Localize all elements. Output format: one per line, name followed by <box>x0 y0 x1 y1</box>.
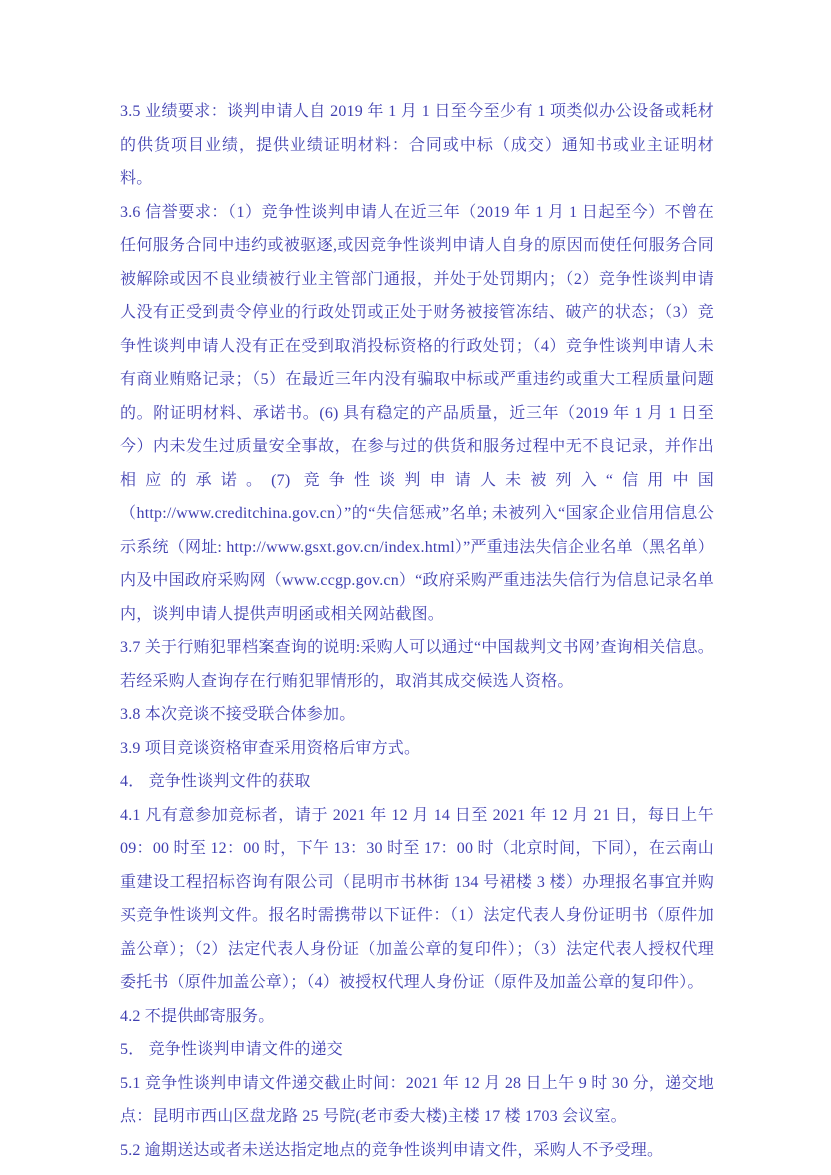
paragraph-reputation-requirements-3-6: 3.6 信誉要求：（1）竞争性谈判申请人在近三年（2019 年 1 月 1 日起至今）不曾在任何服务合同中违约或被驱逐,或因竞争性谈判申请人自身的原因而使任何服务合同被解除或因不良业绩被行业主管部门通报，并处于处罚期内；（2）竞争性谈判申请人没有正受到责令停业的行政处罚或正处于财务被接管冻结、破产的状态；（3）竞争性谈判申请人没有正在受到取消投标资格的行政处罚；（4）竞争性谈判申请人未有商业贿赂记录；（5）在最近三年内没有骗取中标或严重违约或重大工程质量问题的。附证明材料、承诺书。(6) 具有稳定的产品质量，近三年（2019 年 1 月 1 日至今）内未发生过质量安全事故，在参与过的供货和服务过程中无不良记录，并作出相应的承诺。(7) 竞争性谈判申请人未被列入“信用中国（http://www.creditchina.gov.cn）”的“失信惩戒”名单; 未被列入“国家企业信用信息公示系统（网址: http://www.gsxt.gov.cn/index.html）”严重违法失信企业名单（黑名单）内及中国政府采购网（www.ccgp.gov.cn）“政府采购严重违法失信行为信息记录名单内，谈判申请人提供声明函或相关网站截图。 <box>120 203 714 623</box>
paragraph-registration-details-4-1: 4.1 凡有意参加竞标者，请于 2021 年 12 月 14 日至 2021 年 12 月 21 日，每日上午 09：00 时至 12：00 时，下午 13：30 时至 17：00 时（北京时间，下同），在云南山重建设工程招标咨询有限公司（昆明市书林街 134 号裙楼 3 楼）办理报名事宜并购买竞争性谈判文件。报名时需携带以下证件：（1）法定代表人身份证明书（原件加盖公章）；（2）法定代表人身份证（加盖公章的复印件）；（3）法定代表人授权代理委托书（原件加盖公章）；（4）被授权代理人身份证（原件及加盖公章的复印件）。 <box>120 806 714 991</box>
paragraph-late-submission-5-2: 5.2 逾期送达或者未送达指定地点的竞争性谈判申请文件，采购人不予受理。 <box>120 1141 664 1159</box>
paragraph-no-mail-service-4-2: 4.2 不提供邮寄服务。 <box>120 1007 275 1025</box>
paragraph-bribery-record-inquiry-3-7: 3.7 关于行贿犯罪档案查询的说明:采购人可以通过“中国裁判文书网’查询相关信息。若经采购人查询存在行贿犯罪情形的，取消其成交候选人资格。 <box>120 639 714 690</box>
section-heading-document-submission-5: 5． 竞争性谈判申请文件的递交 <box>120 1041 344 1058</box>
paragraph-no-consortium-3-8: 3.8 本次竞谈不接受联合体参加。 <box>120 706 356 723</box>
document-text-block <box>120 95 714 1167</box>
paragraph-performance-requirements-3-5: 3.5 业绩要求：谈判申请人自 2019 年 1 月 1 日至今至少有 1 项类似办公设备或耗材的供货项目业绩，提供业绩证明材料：合同或中标（成交）通知书或业主证明材料。 <box>120 103 714 187</box>
section-heading-document-acquisition-4: 4． 竞争性谈判文件的获取 <box>120 773 311 790</box>
paragraph-post-qualification-3-9: 3.9 项目竞谈资格审查采用资格后审方式。 <box>120 739 421 757</box>
paragraph-submission-deadline-5-1: 5.1 竞争性谈判申请文件递交截止时间：2021 年 12 月 28 日上午 9 时 30 分，递交地点：昆明市西山区盘龙路 25 号院(老市委大楼)主楼 17 楼 1703 会议室。 <box>120 1074 714 1125</box>
